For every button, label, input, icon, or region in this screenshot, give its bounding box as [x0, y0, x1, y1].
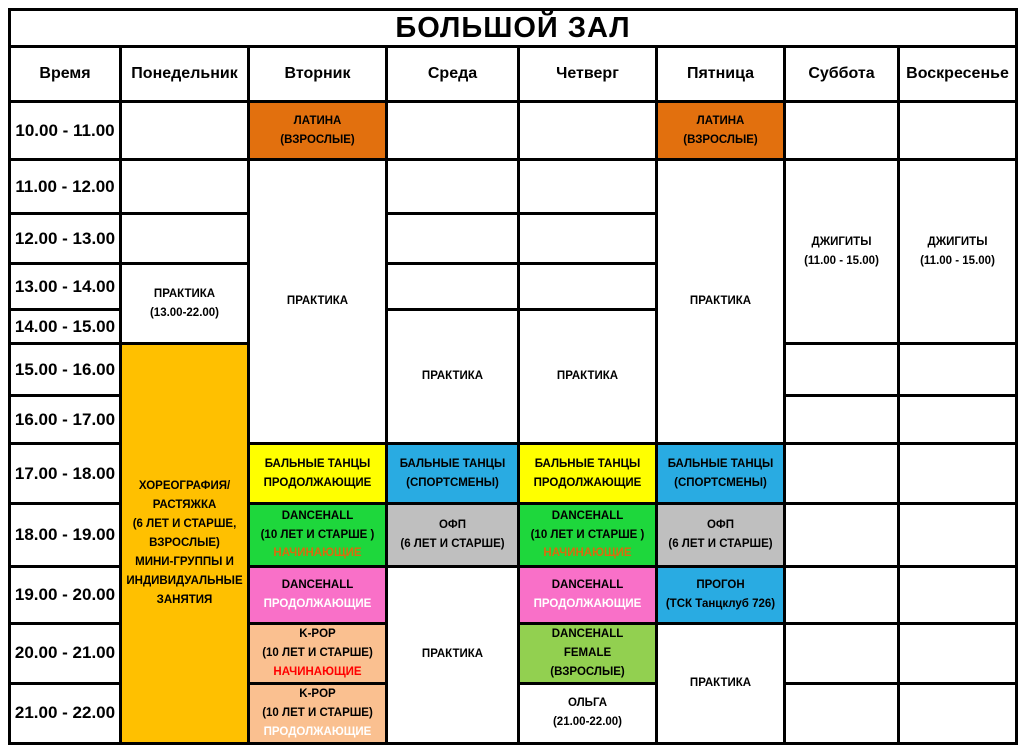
- time-slot-label: 15.00 - 16.00: [10, 344, 121, 396]
- cell-line: ПРАКТИКА: [689, 295, 752, 308]
- cell-line: (10 ЛЕТ И СТАРШЕ): [262, 706, 373, 719]
- cell-line: (ВЗРОСЛЫЕ): [550, 665, 625, 678]
- cell-line: DANCEHALL: [551, 579, 624, 592]
- schedule-cell-wednesday: [387, 567, 519, 744]
- cell-line: (ТСК Танцклуб 726): [665, 598, 776, 610]
- empty-cell: [785, 624, 899, 684]
- empty-cell: [899, 396, 1017, 444]
- cell-line: ХОРЕОГРАФИЯ/: [138, 480, 231, 493]
- cell-line: БАЛЬНЫЕ ТАНЦЫ: [399, 457, 506, 470]
- cell-line: ДЖИГИТЫ: [927, 235, 988, 248]
- column-header-time: Время: [10, 47, 121, 102]
- cell-line: ОЛЬГА: [567, 697, 608, 710]
- column-header-saturday: Суббота: [785, 47, 899, 102]
- empty-cell: [899, 567, 1017, 624]
- cell-line: (21.00-22.00): [552, 716, 623, 729]
- schedule-row: [10, 102, 1017, 160]
- column-header-tuesday: Вторник: [249, 47, 387, 102]
- column-header-wednesday: Среда: [387, 47, 519, 102]
- empty-cell: [785, 504, 899, 567]
- schedule-cell-friday: [657, 444, 785, 504]
- schedule-table: [8, 8, 1018, 745]
- schedule-cell-tuesday: [249, 683, 387, 743]
- column-header-thursday: Четверг: [519, 47, 657, 102]
- cell-line: ПРАКТИКА: [556, 370, 619, 383]
- title-row: [10, 10, 1017, 47]
- schedule-cell-saturday: [785, 160, 899, 344]
- cell-line: (6 ЛЕТ И СТАРШЕ): [668, 538, 773, 550]
- cell-line: ЛАТИНА: [293, 114, 342, 127]
- schedule-cell-wednesday: [387, 310, 519, 444]
- cell-line: БАЛЬНЫЕ ТАНЦЫ: [667, 457, 774, 470]
- page-title: БОЛЬШОЙ ЗАЛ: [10, 10, 1017, 47]
- schedule-cell-tuesday: [249, 160, 387, 444]
- cell-line: НАЧИНАЮЩИЕ: [273, 547, 362, 560]
- cell-line: DANCEHALL: [551, 628, 624, 640]
- cell-line: ПРАКТИКА: [286, 295, 349, 308]
- cell-line: (10 ЛЕТ И СТАРШЕ): [262, 646, 373, 659]
- empty-cell: [785, 396, 899, 444]
- cell-line: БАЛЬНЫЕ ТАНЦЫ: [264, 457, 371, 470]
- cell-line: ПРАКТИКА: [689, 676, 752, 689]
- header-row: [10, 47, 1017, 102]
- cell-line: FEMALE: [563, 646, 612, 659]
- cell-line: ДЖИГИТЫ: [811, 235, 872, 248]
- schedule-sheet: [8, 8, 1018, 745]
- cell-line: ПРАКТИКА: [421, 370, 484, 383]
- schedule-body: [10, 102, 1017, 744]
- cell-line: DANCEHALL: [281, 579, 354, 592]
- schedule-cell-thursday: [519, 504, 657, 567]
- empty-cell: [519, 264, 657, 310]
- empty-cell: [899, 683, 1017, 743]
- schedule-cell-thursday: [519, 310, 657, 444]
- empty-cell: [387, 102, 519, 160]
- column-header-monday: Понедельник: [121, 47, 249, 102]
- time-slot-label: 13.00 - 14.00: [10, 264, 121, 310]
- schedule-cell-monday: [121, 344, 249, 744]
- schedule-cell-friday: [657, 624, 785, 744]
- time-slot-label: 17.00 - 18.00: [10, 444, 121, 504]
- empty-cell: [121, 102, 249, 160]
- column-header-sunday: Воскресенье: [899, 47, 1017, 102]
- time-slot-label: 14.00 - 15.00: [10, 310, 121, 344]
- empty-cell: [899, 504, 1017, 567]
- cell-line: (13.00-22.00): [149, 306, 220, 319]
- cell-line: ПРАКТИКА: [153, 287, 216, 300]
- time-slot-label: 21.00 - 22.00: [10, 683, 121, 743]
- empty-cell: [519, 102, 657, 160]
- empty-cell: [785, 567, 899, 624]
- cell-line: ПРАКТИКА: [421, 648, 484, 661]
- cell-line: K-POP: [299, 628, 336, 640]
- cell-line: ПРОДОЛЖАЮЩИЕ: [263, 598, 372, 610]
- cell-line: РАСТЯЖКА: [152, 498, 217, 511]
- empty-cell: [519, 214, 657, 264]
- cell-line: ПРОДОЛЖАЮЩИЕ: [263, 476, 372, 489]
- schedule-cell-sunday: [899, 160, 1017, 344]
- schedule-cell-wednesday: [387, 504, 519, 567]
- empty-cell: [785, 444, 899, 504]
- schedule-cell-thursday: [519, 624, 657, 684]
- schedule-row: [10, 160, 1017, 214]
- cell-line: ПРОДОЛЖАЮЩИЕ: [533, 598, 642, 610]
- cell-line: (6 ЛЕТ И СТАРШЕ,: [132, 517, 237, 530]
- cell-line: НАЧИНАЮЩИЕ: [543, 547, 632, 560]
- time-slot-label: 12.00 - 13.00: [10, 214, 121, 264]
- schedule-cell-friday: [657, 160, 785, 444]
- cell-line: ЗАНЯТИЯ: [156, 593, 213, 606]
- empty-cell: [899, 444, 1017, 504]
- empty-cell: [785, 683, 899, 743]
- cell-line: DANCEHALL: [281, 509, 354, 522]
- schedule-cell-tuesday: [249, 504, 387, 567]
- empty-cell: [899, 624, 1017, 684]
- cell-line: (10 ЛЕТ И СТАРШЕ ): [260, 528, 375, 541]
- column-header-friday: Пятница: [657, 47, 785, 102]
- time-slot-label: 10.00 - 11.00: [10, 102, 121, 160]
- schedule-cell-friday: [657, 567, 785, 624]
- schedule-cell-friday: [657, 102, 785, 160]
- schedule-cell-friday: [657, 504, 785, 567]
- empty-cell: [387, 160, 519, 214]
- empty-cell: [121, 160, 249, 214]
- cell-line: БАЛЬНЫЕ ТАНЦЫ: [534, 457, 641, 470]
- empty-cell: [387, 214, 519, 264]
- time-slot-label: 18.00 - 19.00: [10, 504, 121, 567]
- empty-cell: [387, 264, 519, 310]
- schedule-cell-tuesday: [249, 567, 387, 624]
- schedule-cell-tuesday: [249, 102, 387, 160]
- cell-line: ВЗРОСЛЫЕ): [149, 536, 220, 549]
- cell-line: ПРОДОЛЖАЮЩИЕ: [533, 476, 642, 489]
- schedule-cell-thursday: [519, 444, 657, 504]
- cell-line: ИНДИВИДУАЛЬНЫЕ: [126, 574, 243, 587]
- cell-line: ОФП: [706, 519, 735, 532]
- cell-line: (ВЗРОСЛЫЕ): [683, 133, 758, 146]
- empty-cell: [519, 160, 657, 214]
- time-slot-label: 19.00 - 20.00: [10, 567, 121, 624]
- empty-cell: [899, 102, 1017, 160]
- time-slot-label: 11.00 - 12.00: [10, 160, 121, 214]
- cell-line: (6 ЛЕТ И СТАРШЕ): [400, 538, 505, 550]
- time-slot-label: 16.00 - 17.00: [10, 396, 121, 444]
- schedule-cell-thursday: [519, 683, 657, 743]
- cell-line: (11.00 - 15.00): [804, 254, 879, 267]
- cell-line: (СПОРТСМЕНЫ): [406, 476, 499, 489]
- cell-line: ЛАТИНА: [696, 114, 745, 127]
- schedule-cell-monday: [121, 264, 249, 344]
- schedule-cell-wednesday: [387, 444, 519, 504]
- schedule-cell-tuesday: [249, 624, 387, 684]
- cell-line: НАЧИНАЮЩИЕ: [273, 665, 362, 678]
- empty-cell: [785, 344, 899, 396]
- cell-line: ПРОГОН: [696, 579, 745, 592]
- schedule-cell-tuesday: [249, 444, 387, 504]
- cell-line: МИНИ-ГРУППЫ И: [135, 555, 234, 568]
- cell-line: (10 ЛЕТ И СТАРШЕ ): [530, 528, 645, 541]
- cell-line: ОФП: [438, 519, 467, 532]
- cell-line: (11.00 - 15.00): [920, 254, 995, 267]
- empty-cell: [899, 344, 1017, 396]
- cell-line: (ВЗРОСЛЫЕ): [280, 133, 355, 146]
- time-slot-label: 20.00 - 21.00: [10, 624, 121, 684]
- cell-line: (СПОРТСМЕНЫ): [674, 476, 767, 489]
- empty-cell: [121, 214, 249, 264]
- cell-line: DANCEHALL: [551, 509, 624, 522]
- cell-line: K-POP: [299, 687, 336, 700]
- empty-cell: [785, 102, 899, 160]
- schedule-cell-thursday: [519, 567, 657, 624]
- cell-line: ПРОДОЛЖАЮЩИЕ: [263, 725, 372, 738]
